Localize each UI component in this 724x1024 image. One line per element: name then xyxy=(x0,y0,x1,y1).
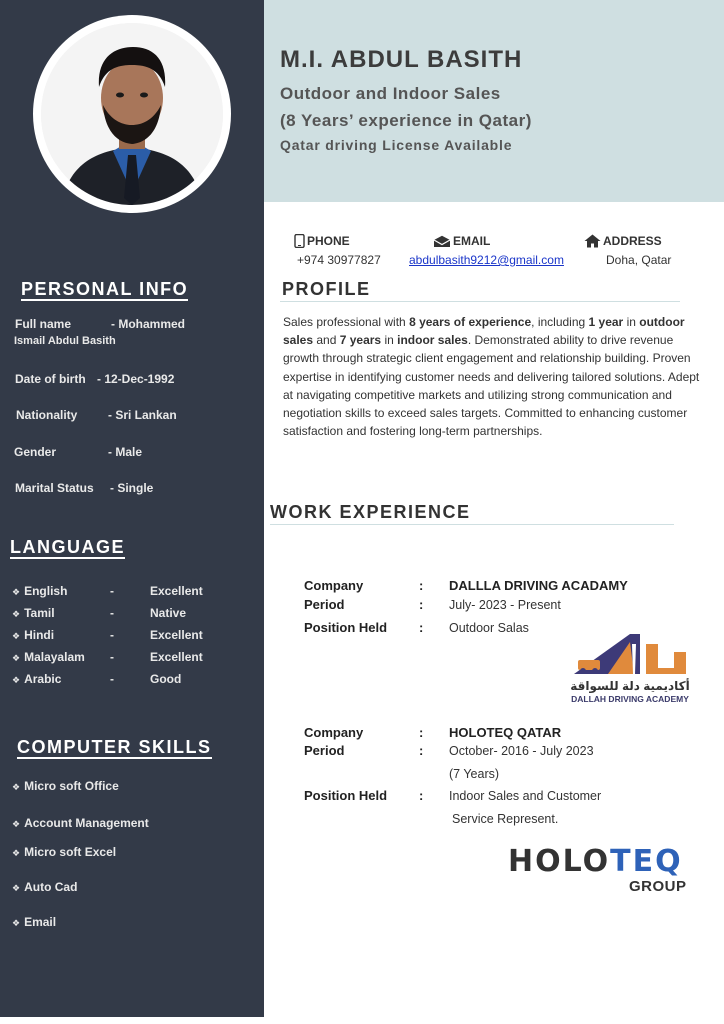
experience-summary: (8 Years’ experience in Qatar) xyxy=(280,111,532,130)
language-item: ❖ Malayalam xyxy=(12,650,85,664)
personal-info-heading: PERSONAL INFO xyxy=(21,279,189,299)
language-level: Good xyxy=(150,672,182,686)
language-dash: - xyxy=(110,606,114,620)
home-icon xyxy=(584,234,601,248)
marital-status-label: Marital Status xyxy=(15,481,94,495)
language-item: ❖ Tamil xyxy=(12,606,55,620)
skill-item: ❖ Micro soft Excel xyxy=(12,845,117,859)
gender-label: Gender xyxy=(14,445,57,459)
language-item: ❖ Hindi xyxy=(12,628,55,642)
phone-label: PHONE xyxy=(294,234,350,248)
diamond-bullet-icon: ❖ xyxy=(12,782,21,792)
sidebar xyxy=(0,0,264,1017)
colon: : xyxy=(419,743,424,758)
colon: : xyxy=(419,597,424,612)
holoteq-logo: HOLOTEQ xyxy=(508,844,683,879)
language-dash: - xyxy=(110,672,114,686)
language-level: Native xyxy=(150,606,187,620)
gender-value: - Male xyxy=(108,445,143,459)
role-title: Outdoor and Indoor Sales xyxy=(280,84,501,103)
dob-value: - 12-Dec-1992 xyxy=(97,372,175,386)
work-experience-divider xyxy=(270,524,674,525)
company-label: Company xyxy=(304,725,364,740)
position-value: Indoor Sales and Customer xyxy=(449,789,602,803)
language-level: Excellent xyxy=(150,650,203,664)
profile-heading: PROFILE xyxy=(282,279,371,299)
dallah-english-name: DALLAH DRIVING ACADEMY xyxy=(571,694,689,704)
colon: : xyxy=(419,725,424,740)
email-link[interactable]: abdulbasith9212@gmail.com xyxy=(409,253,564,267)
language-level: Excellent xyxy=(150,628,203,642)
candidate-name: M.I. ABDUL BASITH xyxy=(280,46,523,73)
holoteq-group-label: GROUP xyxy=(629,878,687,895)
company-name: DALLLA DRIVING ACADAMY xyxy=(449,578,628,593)
language-heading: LANGUAGE xyxy=(10,537,125,557)
profile-photo xyxy=(41,23,223,205)
computer-skills-heading: COMPUTER SKILLS xyxy=(17,737,212,757)
period-value: October- 2016 - July 2023 xyxy=(449,744,594,758)
diamond-bullet-icon: ❖ xyxy=(12,653,21,663)
colon: : xyxy=(419,620,424,635)
envelope-icon xyxy=(433,235,451,248)
diamond-bullet-icon: ❖ xyxy=(12,848,21,858)
colon: : xyxy=(419,788,424,803)
profile-photo-frame xyxy=(33,15,231,213)
period-duration: (7 Years) xyxy=(449,767,500,781)
period-label: Period xyxy=(304,743,345,758)
language-level: Excellent xyxy=(150,584,203,598)
diamond-bullet-icon: ❖ xyxy=(12,587,21,597)
full-name-value: - Mohammed xyxy=(111,317,186,331)
language-dash: - xyxy=(110,628,114,642)
language-dash: - xyxy=(110,584,114,598)
full-name-continued: Ismail Abdul Basith xyxy=(14,335,116,347)
company-label: Company xyxy=(304,578,364,593)
language-item: ❖ Arabic xyxy=(12,672,62,686)
position-value: Outdoor Salas xyxy=(449,621,529,635)
diamond-bullet-icon: ❖ xyxy=(12,918,21,928)
position-label: Position Held xyxy=(304,788,388,803)
position-value-continued: Service Represent. xyxy=(452,812,559,826)
email-label: EMAIL xyxy=(433,234,490,248)
nationality-value: - Sri Lankan xyxy=(108,408,177,422)
skill-item: ❖ Auto Cad xyxy=(12,880,78,894)
person-portrait-icon xyxy=(41,23,223,205)
position-label: Position Held xyxy=(304,620,388,635)
nationality-label: Nationality xyxy=(16,408,78,422)
diamond-bullet-icon: ❖ xyxy=(12,675,21,685)
period-value: July- 2023 - Present xyxy=(449,598,561,612)
marital-status-value: - Single xyxy=(110,481,154,495)
phone-value: +974 30977827 xyxy=(297,253,381,267)
profile-summary: Sales professional with 8 years of experience, including 1 year in outdoor sales and 7 years in indoor sales. Demonstrated ability to drive revenue growth through strategic client engagement and relationship building. Proven expertise in identifying customer needs and delivering tailored solutions. Adept at navigating competitive markets and utilizing strong communication and negotiation skills to exceed sales targets. Committed to enhancing customer satisfaction and fostering long-term partnerships. xyxy=(283,315,700,439)
work-experience-heading: WORK EXPERIENCE xyxy=(270,502,471,522)
diamond-bullet-icon: ❖ xyxy=(12,883,21,893)
colon: : xyxy=(419,578,424,593)
skill-item: ❖ Email xyxy=(12,915,57,929)
driving-license-note: Qatar driving License Available xyxy=(280,137,513,153)
address-label: ADDRESS xyxy=(584,234,662,248)
address-value: Doha, Qatar xyxy=(606,253,672,267)
skill-item: ❖ Account Management xyxy=(12,816,149,830)
diamond-bullet-icon: ❖ xyxy=(12,631,21,641)
dallah-arabic-name: أكاديمية دلة للسواقة xyxy=(570,679,690,693)
period-label: Period xyxy=(304,597,345,612)
company-name: HOLOTEQ QATAR xyxy=(449,725,562,740)
diamond-bullet-icon: ❖ xyxy=(12,819,21,829)
profile-divider xyxy=(280,301,680,302)
language-item: ❖ English xyxy=(12,584,68,598)
phone-icon xyxy=(294,234,305,248)
language-dash: - xyxy=(110,650,114,664)
skill-item: ❖ Micro soft Office xyxy=(12,779,119,793)
dob-label: Date of birth xyxy=(15,372,86,386)
full-name-label: Full name xyxy=(15,317,72,331)
diamond-bullet-icon: ❖ xyxy=(12,609,21,619)
